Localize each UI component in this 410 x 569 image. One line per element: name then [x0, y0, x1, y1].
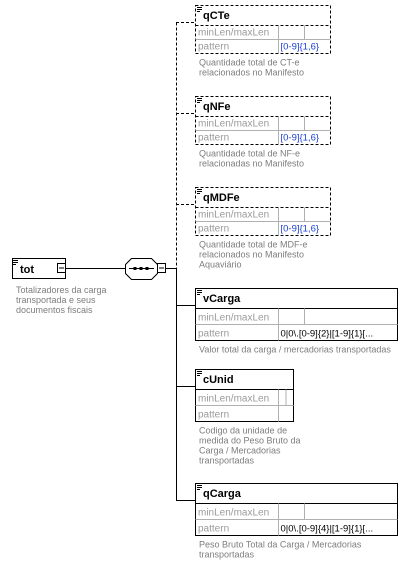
min-max-length-label: minLen/maxLen: [198, 312, 270, 324]
element-name: qCarga: [203, 488, 241, 500]
element-doc-line: Quantidade total de NF-e: [199, 148, 301, 159]
element-doc-line: transportadas: [199, 549, 255, 560]
element-name: qMDFe: [203, 192, 240, 204]
pattern-value: [0-9]{1,6}: [280, 41, 320, 53]
element-doc-line: Carga / Mercadorias: [199, 445, 281, 456]
child-element-cUnid[interactable]: [196, 370, 301, 466]
element-name: qCTe: [203, 10, 230, 22]
element-doc-line: medida do Peso Bruto da: [199, 435, 301, 446]
element-doc-line: transportadas: [199, 455, 255, 466]
child-element-qNFe[interactable]: [196, 97, 331, 169]
element-doc-line: Codigo da unidade de: [199, 425, 288, 436]
root-doc-line: documentos fiscais: [16, 305, 93, 315]
min-max-length-label: minLen/maxLen: [198, 507, 270, 519]
sequence-compositor[interactable]: [126, 259, 166, 280]
pattern-label: pattern: [198, 409, 230, 421]
root-element-name: tot: [20, 264, 35, 276]
min-max-length-label: minLen/maxLen: [198, 209, 270, 221]
element-doc-line: Quantidade total de MDF-e: [199, 239, 308, 250]
root-doc-line: transportada e seus: [16, 295, 96, 305]
element-doc-line: Valor total da carga / mercadorias transportadas: [199, 344, 391, 355]
child-element-qCarga[interactable]: [196, 484, 398, 560]
element-name: qNFe: [203, 101, 231, 113]
element-doc-line: relacionados no Manifesto: [199, 249, 305, 260]
element-name: vCarga: [203, 293, 241, 305]
element-name: cUnid: [203, 374, 234, 386]
pattern-value: 0|0\.[0-9]{4}|[1-9]{1}[...: [280, 523, 374, 535]
sequence-dot-icon: [140, 267, 143, 270]
root-element-tot[interactable]: [13, 259, 107, 316]
child-element-qMDFe[interactable]: [196, 188, 331, 270]
element-doc-line: relacionadas no Manifesto: [199, 158, 305, 169]
child-element-qCTe[interactable]: [196, 6, 331, 78]
pattern-value: [0-9]{1,6}: [280, 223, 320, 235]
min-max-length-label: minLen/maxLen: [198, 27, 270, 39]
pattern-label: pattern: [198, 328, 230, 340]
pattern-label: pattern: [198, 41, 230, 53]
element-doc-line: Aquaviário: [199, 259, 242, 270]
pattern-label: pattern: [198, 223, 230, 235]
root-doc-line: Totalizadores da carga: [16, 285, 107, 295]
pattern-label: pattern: [198, 523, 230, 535]
pattern-value: [0-9]{1,6}: [280, 132, 320, 144]
pattern-value: 0|0\.[0-9]{2}|[1-9]{1}[...: [280, 328, 374, 340]
schema-elements: [13, 6, 398, 560]
min-max-length-label: minLen/maxLen: [198, 393, 270, 405]
sequence-dot-icon: [146, 267, 149, 270]
child-element-vCarga[interactable]: [196, 289, 398, 355]
pattern-label: pattern: [198, 132, 230, 144]
element-doc-line: Quantidade total de CT-e: [199, 57, 300, 68]
sequence-dot-icon: [134, 267, 137, 270]
min-max-length-label: minLen/maxLen: [198, 118, 270, 130]
element-doc-line: Peso Bruto Total da Carga / Mercadorias: [199, 539, 362, 550]
element-doc-line: relacionados no Manifesto: [199, 67, 305, 78]
